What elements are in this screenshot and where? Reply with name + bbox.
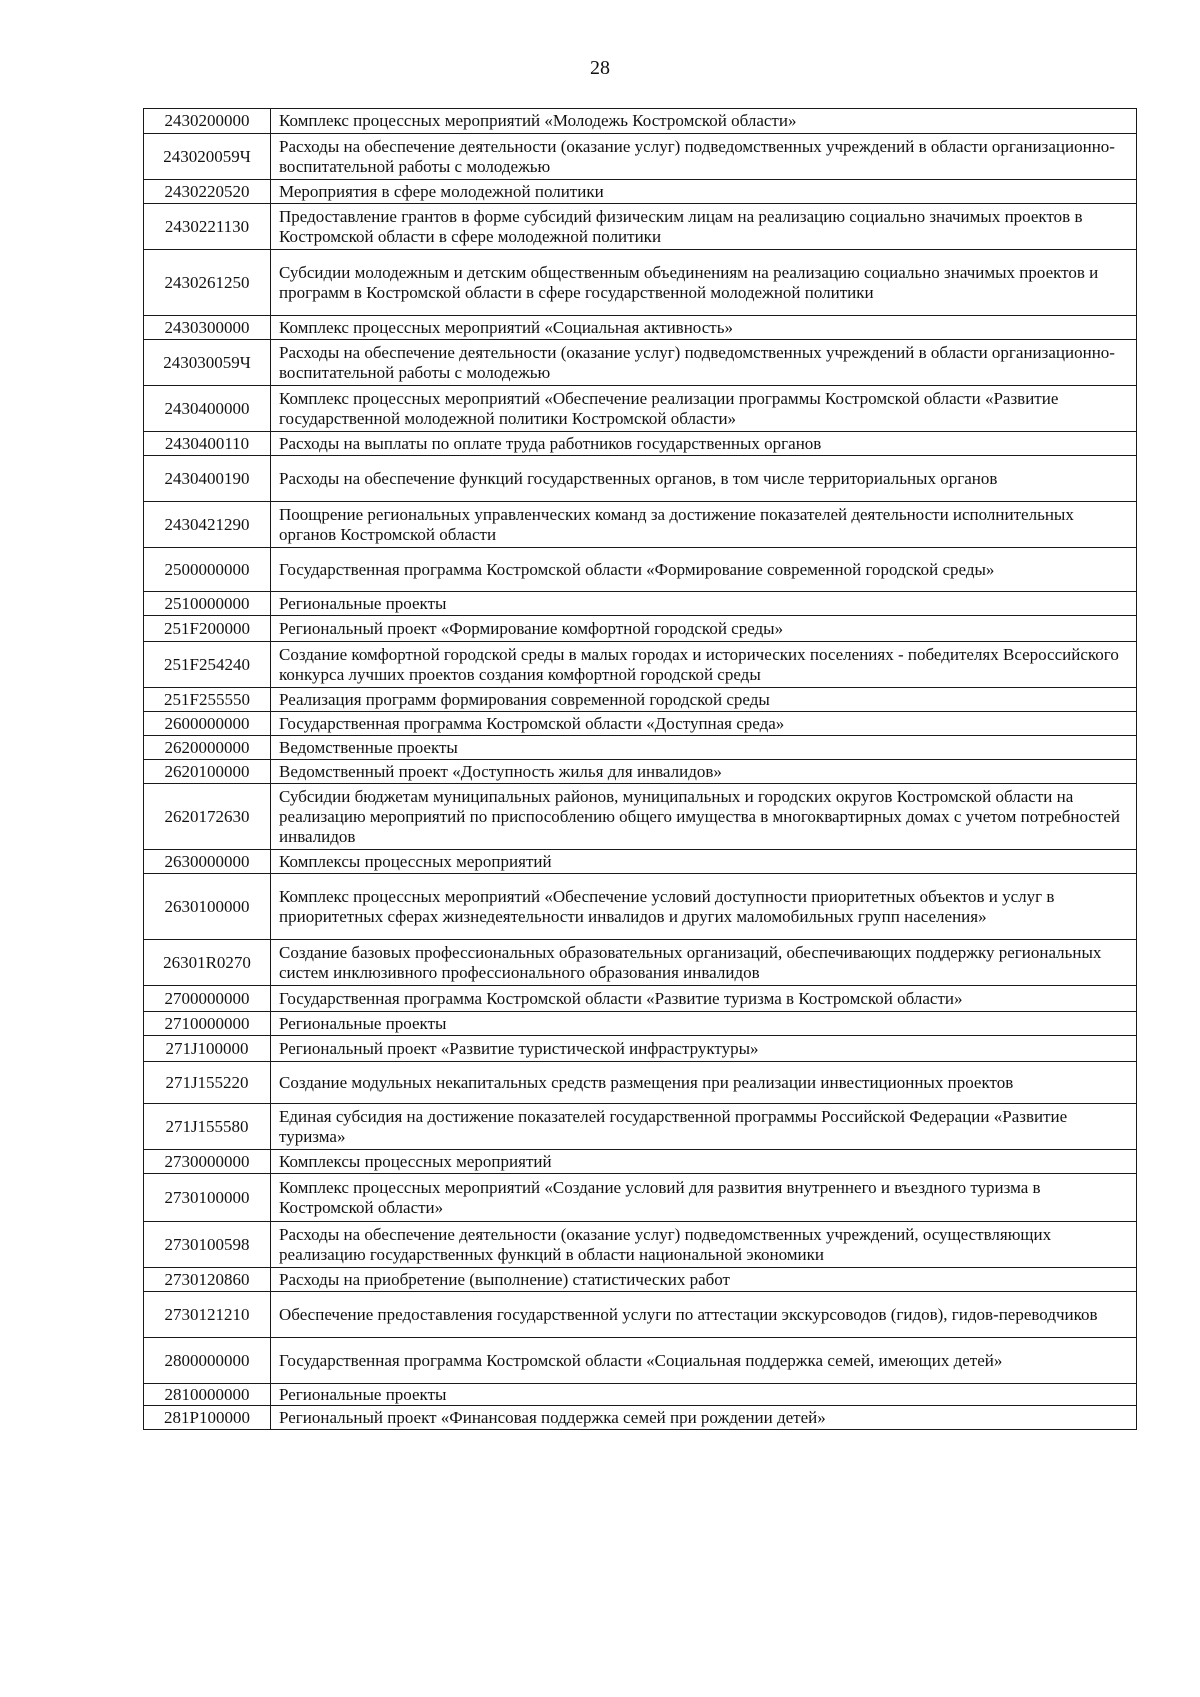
table-row — [144, 109, 1137, 134]
page-number: 28 — [590, 57, 610, 79]
table-row — [144, 850, 1137, 874]
target-article-name: Расходы на обеспечение функций государственных органов, в том числе территориальных органов — [271, 456, 1137, 502]
target-article-code: 281P100000 — [144, 1406, 271, 1430]
target-article-name: Региональные проекты — [271, 1384, 1137, 1406]
target-article-code: 2810000000 — [144, 1384, 271, 1406]
target-article-code: 2430221130 — [144, 204, 271, 250]
table-row — [144, 456, 1137, 502]
table-row — [144, 1150, 1137, 1174]
table-row — [144, 712, 1137, 736]
target-article-name: Мероприятия в сфере молодежной политики — [271, 180, 1137, 204]
target-article-code: 2730000000 — [144, 1150, 271, 1174]
table-row — [144, 316, 1137, 340]
target-article-code: 2620100000 — [144, 760, 271, 784]
target-article-code: 2430400110 — [144, 432, 271, 456]
table-row — [144, 340, 1137, 386]
target-article-name: Поощрение региональных управленческих команд за достижение показателей деятельности исполнительных органов Костромской области — [271, 502, 1137, 548]
target-article-name: Комплекс процессных мероприятий «Обеспечение условий доступности приоритетных объектов и услуг в приоритетных сферах жизнедеятельности инвалидов и других маломобильных групп населения» — [271, 874, 1137, 940]
target-article-code: 26301R0270 — [144, 940, 271, 986]
target-article-code: 2430400000 — [144, 386, 271, 432]
table-row — [144, 1174, 1137, 1222]
target-article-code: 2730120860 — [144, 1268, 271, 1292]
table-row — [144, 1222, 1137, 1268]
target-article-name: Ведомственный проект «Доступность жилья для инвалидов» — [271, 760, 1137, 784]
target-article-name: Создание комфортной городской среды в малых городах и исторических поселениях - победителях Всероссийского конкурса лучших проектов создания комфортной городской среды — [271, 642, 1137, 688]
target-article-code: 251F200000 — [144, 616, 271, 642]
target-article-name: Государственная программа Костромской области «Формирование современной городской среды» — [271, 548, 1137, 592]
table-row — [144, 1338, 1137, 1384]
target-article-name: Региональные проекты — [271, 1012, 1137, 1036]
target-article-code: 2430220520 — [144, 180, 271, 204]
table-row — [144, 386, 1137, 432]
target-article-code: 2430200000 — [144, 109, 271, 134]
table-row — [144, 1036, 1137, 1062]
table-row — [144, 1062, 1137, 1104]
table-row — [144, 1384, 1137, 1406]
target-article-code: 2600000000 — [144, 712, 271, 736]
target-article-name: Создание модульных некапитальных средств размещения при реализации инвестиционных проектов — [271, 1062, 1137, 1104]
table-row — [144, 874, 1137, 940]
table-row — [144, 548, 1137, 592]
target-article-name: Ведомственные проекты — [271, 736, 1137, 760]
target-article-name: Региональный проект «Финансовая поддержка семей при рождении детей» — [271, 1406, 1137, 1430]
target-article-name: Расходы на приобретение (выполнение) статистических работ — [271, 1268, 1137, 1292]
target-article-code: 2620172630 — [144, 784, 271, 850]
target-article-code: 2430261250 — [144, 250, 271, 316]
target-article-name: Обеспечение предоставления государственной услуги по аттестации экскурсоводов (гидов), гидов-переводчиков — [271, 1292, 1137, 1338]
table-row — [144, 250, 1137, 316]
target-article-code: 2510000000 — [144, 592, 271, 616]
target-article-name: Комплекс процессных мероприятий «Обеспечение реализации программы Костромской области «Развитие государственной молодежной политики Костромской области» — [271, 386, 1137, 432]
target-article-name: Государственная программа Костромской области «Развитие туризма в Костромской области» — [271, 986, 1137, 1012]
target-article-name: Государственная программа Костромской области «Социальная поддержка семей, имеющих детей» — [271, 1338, 1137, 1384]
table-row — [144, 986, 1137, 1012]
target-article-code: 2430300000 — [144, 316, 271, 340]
target-article-name: Комплексы процессных мероприятий — [271, 1150, 1137, 1174]
table-row — [144, 432, 1137, 456]
table-row — [144, 592, 1137, 616]
table-row — [144, 642, 1137, 688]
table-row — [144, 688, 1137, 712]
table-row — [144, 1292, 1137, 1338]
target-article-name: Единая субсидия на достижение показателей государственной программы Российской Федерации «Развитие туризма» — [271, 1104, 1137, 1150]
target-article-code: 2730100598 — [144, 1222, 271, 1268]
table-row — [144, 134, 1137, 180]
target-article-name: Субсидии молодежным и детским общественным объединениям на реализацию социально значимых проектов и программ в Костромской области в сфере государственной молодежной политики — [271, 250, 1137, 316]
target-article-code: 2700000000 — [144, 986, 271, 1012]
target-article-code: 271J155220 — [144, 1062, 271, 1104]
target-article-code: 271J100000 — [144, 1036, 271, 1062]
table-row — [144, 784, 1137, 850]
target-article-code: 2630000000 — [144, 850, 271, 874]
target-article-code: 2500000000 — [144, 548, 271, 592]
target-article-code: 251F255550 — [144, 688, 271, 712]
target-article-code: 2730100000 — [144, 1174, 271, 1222]
table-row — [144, 204, 1137, 250]
table-row — [144, 1012, 1137, 1036]
target-article-name: Расходы на обеспечение деятельности (оказание услуг) подведомственных учреждений в области организационно-воспитательной работы с молодежью — [271, 340, 1137, 386]
table-row — [144, 940, 1137, 986]
table-row — [144, 760, 1137, 784]
target-article-name: Комплекс процессных мероприятий «Социальная активность» — [271, 316, 1137, 340]
target-article-name: Комплексы процессных мероприятий — [271, 850, 1137, 874]
table-body — [144, 109, 1137, 1430]
target-article-code: 2620000000 — [144, 736, 271, 760]
budget-classification-table — [143, 108, 1137, 1430]
target-article-code: 2430421290 — [144, 502, 271, 548]
target-article-code: 2710000000 — [144, 1012, 271, 1036]
target-article-name: Комплекс процессных мероприятий «Создание условий для развития внутреннего и въездного туризма в Костромской области» — [271, 1174, 1137, 1222]
target-article-name: Комплекс процессных мероприятий «Молодежь Костромской области» — [271, 109, 1137, 134]
target-article-code: 243030059Ч — [144, 340, 271, 386]
target-article-code: 251F254240 — [144, 642, 271, 688]
table-row — [144, 502, 1137, 548]
target-article-code: 243020059Ч — [144, 134, 271, 180]
target-article-name: Региональные проекты — [271, 592, 1137, 616]
target-article-name: Субсидии бюджетам муниципальных районов, муниципальных и городских округов Костромской области на реализацию мероприятий по приспособлению общего имущества в многоквартирных домах с учетом потребностей инвалидов — [271, 784, 1137, 850]
target-article-name: Расходы на обеспечение деятельности (оказание услуг) подведомственных учреждений, осуществляющих реализацию государственных функций в области национальной экономики — [271, 1222, 1137, 1268]
table-row — [144, 1406, 1137, 1430]
table-row — [144, 616, 1137, 642]
target-article-code: 2730121210 — [144, 1292, 271, 1338]
target-article-code: 271J155580 — [144, 1104, 271, 1150]
target-article-code: 2630100000 — [144, 874, 271, 940]
table-row — [144, 1104, 1137, 1150]
target-article-code: 2430400190 — [144, 456, 271, 502]
target-article-name: Региональный проект «Развитие туристической инфраструктуры» — [271, 1036, 1137, 1062]
target-article-name: Региональный проект «Формирование комфортной городской среды» — [271, 616, 1137, 642]
target-article-name: Реализация программ формирования современной городской среды — [271, 688, 1137, 712]
target-article-name: Расходы на выплаты по оплате труда работников государственных органов — [271, 432, 1137, 456]
target-article-name: Предоставление грантов в форме субсидий физическим лицам на реализацию социально значимых проектов в Костромской области в сфере молодежной политики — [271, 204, 1137, 250]
table-row — [144, 1268, 1137, 1292]
table-row — [144, 736, 1137, 760]
target-article-code: 2800000000 — [144, 1338, 271, 1384]
target-article-name: Расходы на обеспечение деятельности (оказание услуг) подведомственных учреждений в области организационно-воспитательной работы с молодежью — [271, 134, 1137, 180]
table-row — [144, 180, 1137, 204]
target-article-name: Государственная программа Костромской области «Доступная среда» — [271, 712, 1137, 736]
target-article-name: Создание базовых профессиональных образовательных организаций, обеспечивающих поддержку региональных систем инклюзивного профессионального образования инвалидов — [271, 940, 1137, 986]
